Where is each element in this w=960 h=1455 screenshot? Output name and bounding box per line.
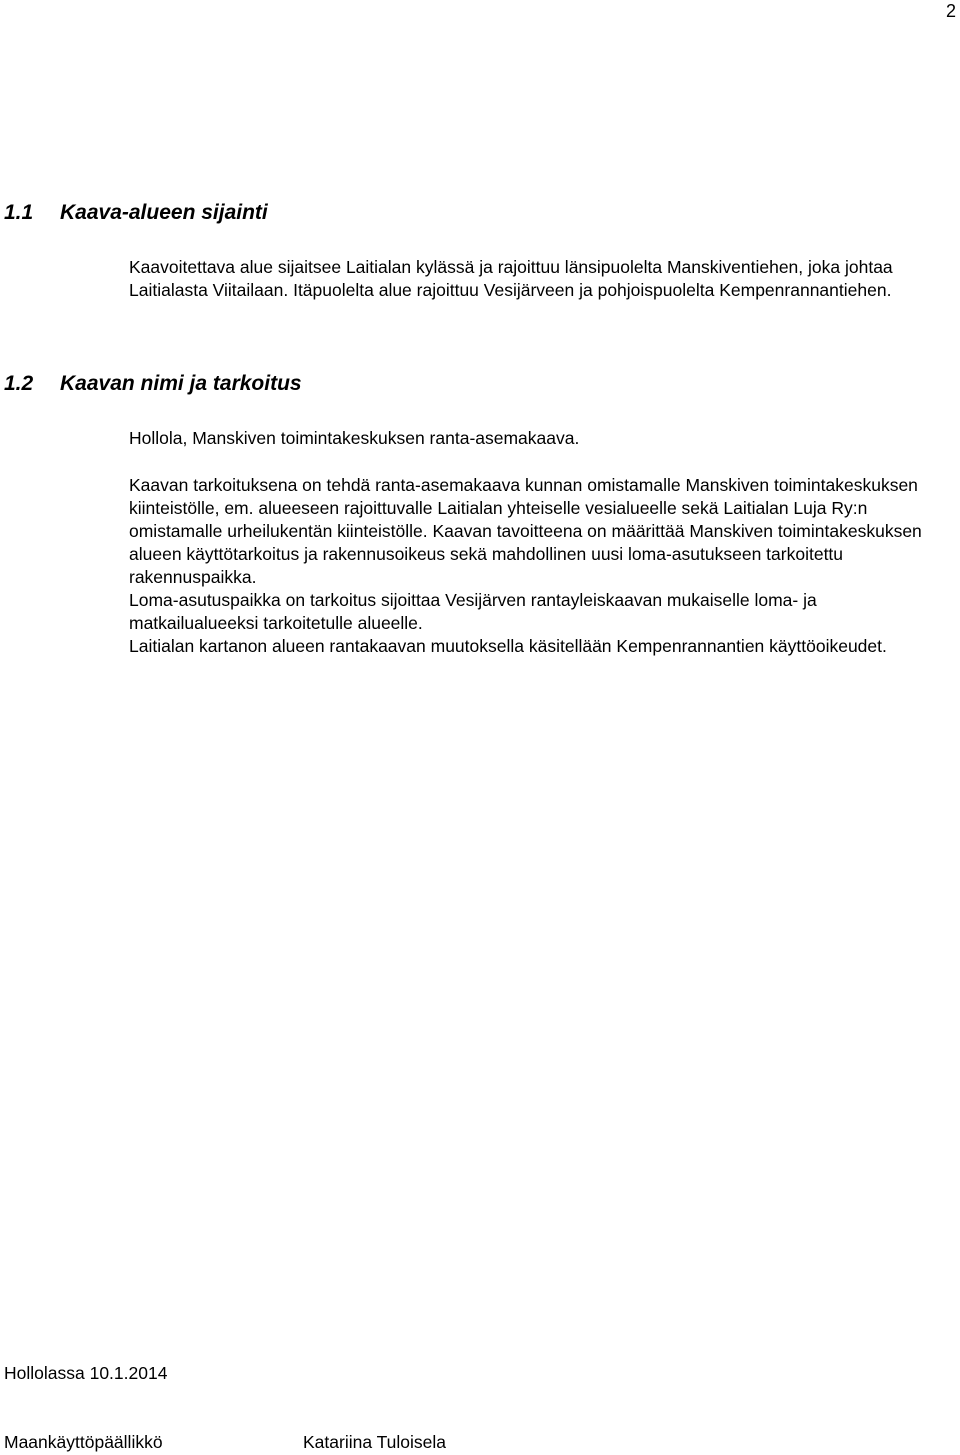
paragraph: Loma-asutuspaikka on tarkoitus sijoittaa Vesijärven rantayleiskaavan mukaiselle loma- ja matkailualueeksi tarkoitetulle alueelle. [129, 590, 817, 633]
place-date: Hollolassa 10.1.2014 [4, 1363, 168, 1383]
paragraph: Hollola, Manskiven toimintakeskuksen ranta-asemakaava. [129, 428, 580, 448]
section-number: 1.2 [4, 372, 34, 395]
section-body-1-2 [129, 427, 944, 658]
section-heading-1-2 [4, 371, 302, 397]
signer-title: Maankäyttöpäällikkö [4, 1432, 163, 1452]
section-body-1-1 [129, 256, 944, 302]
section-title: Kaava-alueen sijainti [60, 201, 268, 224]
page-number: 2 [945, 1, 956, 21]
paragraph: Kaavoitettava alue sijaitsee Laitialan kylässä ja rajoittuu länsipuolelta Manskiventiehen, joka johtaa Laitialasta Viitailaan. Itäpuolelta alue rajoittuu Vesijärveen ja pohjoispuolelta Kempenrannantiehen. [129, 257, 893, 300]
section-number: 1.1 [4, 201, 34, 224]
section-heading-1-1 [4, 200, 268, 226]
paragraph: Kaavan tarkoituksena on tehdä ranta-asemakaava kunnan omistamalle Manskiven toimintakeskuksen kiinteistölle, em. alueeseen rajoittuvalle Laitialan yhteiselle vesialueelle sekä Laitialan Luja Ry:n omistamalle urheilukentän kiinteistölle. Kaavan tavoitteena on määrittää Manskiven toimintakeskuksen alueen käyttötarkoitus ja rakennusoikeus sekä mahdollinen uusi loma-asutukseen tarkoitettu rakennuspaikka. [129, 475, 922, 587]
signer-name: Katariina Tuloisela [303, 1432, 446, 1452]
section-title: Kaavan nimi ja tarkoitus [60, 372, 302, 395]
paragraph: Laitialan kartanon alueen rantakaavan muutoksella käsitellään Kempenrannantien käyttöoikeudet. [129, 636, 887, 656]
